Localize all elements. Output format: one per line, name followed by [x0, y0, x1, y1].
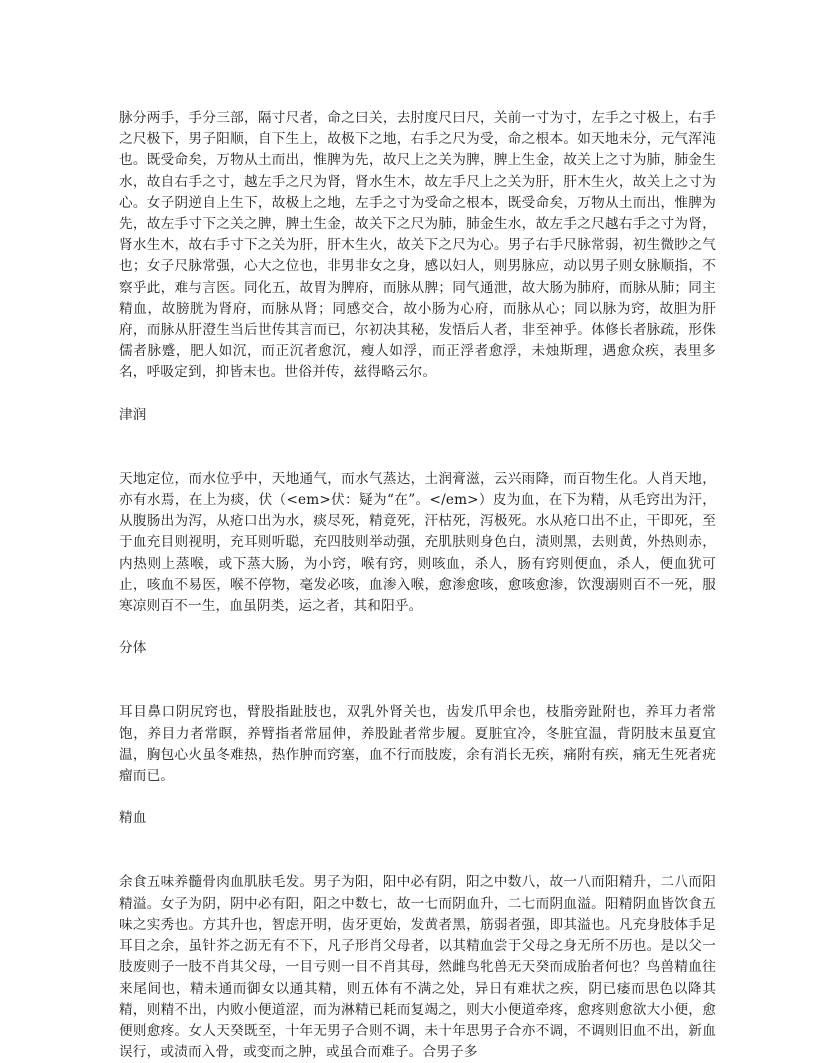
section-heading-jinrun: 津润 [119, 406, 147, 423]
section-heading-fenti: 分体 [119, 640, 147, 657]
paragraph-fenti: 耳目鼻口阴尻窍也，臂股指趾肢也，双乳外肾关也，齿发爪甲余也，枝脂旁趾附也，养耳力者常饱，养目力者常瞑，养臂指者常屈伸，养股趾者常步履。夏脏宜冷，冬脏宜温，背阴肢末虽夏宜温，胸包心火虽冬难热，热作肿而窍塞，血不行而肢废，余有消长无疾，痛附有疾，痛无生死者疣瘤而已。 [119, 704, 716, 785]
paragraph-jinrun: 天地定位，而水位乎中，天地通气，而水气蒸达，土润膏滋，云兴雨降，而百物生化。人肖天地，亦有水焉，在上为痰，伏（<em>伏：疑为“在”。</em>）皮为血，在下为精，从毛窍出为汗，从腹肠出为泻，从疮口出为水，痰尽死，精竟死，汗枯死，泻极死。水从疮口出不止，干即死，至于血充目则视明，充耳则听聪，充四肢则举动强，充肌肤则身色白，渍则黑，去则黄，外热则赤，内热则上蒸喉，或下蒸大肠，为小窍，喉有窍，则咳血，杀人，肠有窍则便血，杀人，便血犹可止，咳血不易医，喉不停物，毫发必咳，血渗入喉，愈渗愈咳，愈咳愈渗，饮溲溺则百不一死，服寒凉则百不一生，血虽阴类，运之者，其和阳乎。 [119, 470, 716, 615]
paragraph-jingxue: 余食五味养髓骨肉血肌肤毛发。男子为阳，阳中必有阴，阳之中数八，故一八而阳精升，二八而阳精溢。女子为阴，阴中必有阳，阳之中数七，故一七而阴血升，二七而阴血溢。阳精阴血皆饮食五味之实秀也。方其升也，智虑开明，齿牙更始，发黄者黑，筋弱者强，即其溢也。凡充身肢体手足耳目之余，虽针芥之沥无有不下，凡子形肖父母者，以其精血尝于父母之身无所不历也。是以父一肢废则子一肢不肖其父母，一目亏则一目不肖其母，然雌鸟牝兽无天癸而成胎者何也？鸟兽精血往来尾间也，精未通而御女以通其精，则五体有不满之处，异日有难状之疾，阴已痿而思色以降其精，则精不出，内败小便道涩，而为淋精已耗而复竭之，则大小便道牵疼，愈疼则愈欲大小便，愈便则愈疼。女人天癸既至，十年无男子合则不调，未十年思男子合亦不调，不调则旧血不出，新血误行，或渍而入骨，或变而之肿，或虽合而难子。合男子多 [119, 874, 716, 1061]
paragraph-pulse: 脉分两手，手分三部，隔寸尺者，命之曰关，去肘度尺曰尺，关前一寸为寸，左手之寸极上，右手之尺极下，男子阳顺，自下生上，故极下之地，右手之尺为受，命之根本。如天地未分，元气浑沌也。既受命矣，万物从土而出，惟脾为先，故尺上之关为脾，脾上生金，故关上之寸为肺，肺金生水，故自右手之寸，越左手之尺为肾，肾水生木，故左手尺上之关为肝，肝木生火，故关上之寸为心。女子阴逆自上生下，故极上之地，左手之寸为受命之根本，既受命矣，万物从土而出，惟脾为先，故左手寸下之关之脾，脾土生金，故关下之尺为肺，肺金生水，故左手之尺越右手之寸为肾，肾水生木，故右手寸下之关为肝，肝木生火，故关下之尺为心。男子右手尺脉常弱，初生微眇之气也；女子尺脉常强，心大之位也，非男非女之身，感以妇人，则男脉应，动以男子则女脉顺指，不察乎此，难与言医。同化五，故胃为脾府，而脉从脾；同气通泄，故大肠为肺府，而脉从肺；同主精血，故膀胱为肾府，而脉从肾；同感交合，故小肠为心府，而脉从心；同以脉为窍，故胆为肝府，而脉从肝澄生当后世传其言而已，尔初决其秘，发悟后人者，非至神乎。体修长者脉疏，形侏儒者脉蹙，肥人如沉，而正沉者愈沉，瘦人如浮，而正浮者愈浮，未烛斯理，遇愈众疾，表里多名，呼吸定到，抑皆末也。世俗并传，兹得略云尔。 [119, 110, 716, 381]
section-heading-jingxue: 精血 [119, 810, 147, 827]
